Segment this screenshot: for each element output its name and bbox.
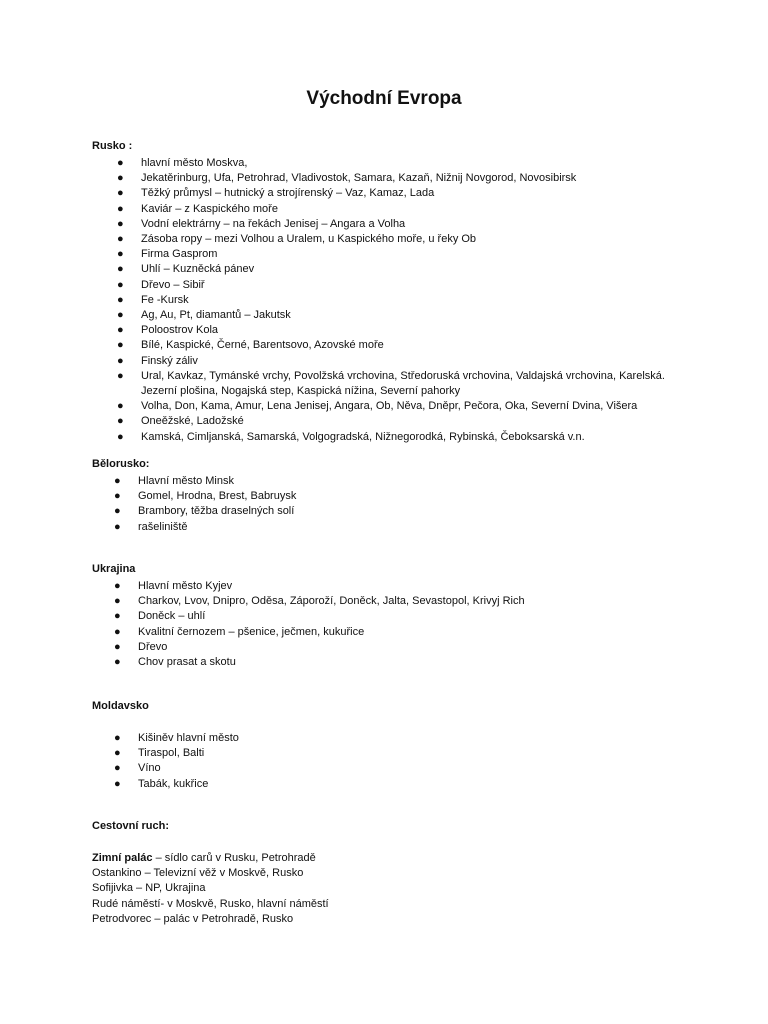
list-item: ● Finský záliv — [141, 354, 681, 369]
bullet-icon: ● — [114, 777, 121, 790]
bullet-icon: ● — [114, 656, 121, 669]
bullet-icon: ● — [117, 400, 124, 413]
list-item: ● Brambory, těžba draselných solí — [138, 504, 296, 519]
bullet-icon: ● — [117, 339, 124, 352]
list-item: ● Zásoba ropy – mezi Volhou a Uralem, u Kaspického moře, u řeky Ob — [141, 232, 681, 247]
bullet-icon: ● — [117, 278, 124, 291]
bullet-icon: ● — [117, 430, 124, 443]
list-item: ● Tiraspol, Balti — [138, 746, 239, 761]
list-belorusko — [114, 474, 297, 535]
tourism-list — [92, 851, 329, 927]
bullet-icon: ● — [117, 369, 124, 382]
list-item: ● Oneěžské, Ladožské — [141, 414, 681, 429]
list-item: ● Chov prasat a skotu — [138, 655, 525, 670]
bullet-icon: ● — [114, 595, 121, 608]
list-item: ● Hlavní město Kyjev — [138, 579, 525, 594]
list-item: ● hlavní město Moskva, — [141, 156, 681, 171]
list-item: ● Uhlí – Kuzněcká pánev — [141, 262, 681, 277]
list-item: ● Doněck – uhlí — [138, 609, 525, 624]
list-item: ● Dřevo – Sibiř — [141, 278, 681, 293]
tourism-line: Rudé náměstí- v Moskvě, Rusko, hlavní náměstí — [92, 897, 329, 910]
bullet-icon: ● — [114, 625, 121, 638]
list-item: ● Dřevo — [138, 640, 525, 655]
list-item: ● Volha, Don, Kama, Amur, Lena Jenisej, Angara, Ob, Něva, Dněpr, Pečora, Oka, Severní Dvina, Višera — [141, 399, 681, 414]
bullet-icon: ● — [114, 610, 121, 623]
bullet-icon: ● — [117, 324, 124, 337]
list-item: ● Charkov, Lvov, Dnipro, Oděsa, Záporoží, Doněck, Jalta, Sevastopol, Krivyj Rich — [138, 594, 525, 609]
bullet-icon: ● — [114, 580, 121, 592]
bullet-icon: ● — [114, 505, 121, 518]
bullet-icon: ● — [114, 640, 121, 653]
section-heading-ukrajina: Ukrajina — [92, 563, 136, 575]
list-item: ● rašeliniště — [138, 520, 296, 535]
bullet-icon: ● — [114, 490, 121, 503]
section-heading-rusko: Rusko : — [92, 140, 133, 152]
list-item: ● Ag, Au, Pt, diamantů – Jakutsk — [141, 308, 681, 323]
list-item: ● Kišiněv hlavní město — [138, 731, 239, 746]
bullet-icon: ● — [117, 415, 124, 428]
bullet-icon: ● — [117, 293, 124, 306]
list-item: ● Vodní elektrárny – na řekách Jenisej – Angara a Volha — [141, 217, 681, 232]
list-ukrajina — [114, 579, 525, 670]
bullet-icon: ● — [117, 354, 124, 367]
bullet-icon: ● — [117, 157, 124, 169]
list-item: ● Těžký průmysl – hutnický a strojírenský – Vaz, Kamaz, Lada — [141, 186, 681, 201]
list-item: ● Víno — [138, 761, 239, 776]
bullet-icon: ● — [117, 187, 124, 200]
list-moldavsko — [114, 731, 239, 792]
page-title: Východní Evropa — [306, 88, 462, 109]
tourism-line: Petrodvorec – palác v Petrohradě, Rusko — [92, 912, 294, 925]
list-item: ● Kamská, Cimljanská, Samarská, Volgogradská, Nižnegorodká, Rybinská, Čeboksarská v.n. — [141, 430, 681, 445]
list-item: ● Gomel, Hrodna, Brest, Babruysk — [138, 489, 296, 504]
list-item: ● Fe -Kursk — [141, 293, 681, 308]
bullet-icon: ● — [114, 747, 121, 760]
list-item: ● Kvalitní černozem – pšenice, ječmen, kukuřice — [138, 625, 525, 640]
list-item: ● Ural, Kavkaz, Tymánské vrchy, Povolžská vrchovina, Středoruská vrchovina, Valdajská vrchovina, Karelská. Jezerní plošina, Nogajská step, Kaspická nížina, Severní pahorky — [117, 369, 665, 398]
section-heading-belorusko: Bělorusko: — [92, 458, 150, 470]
tourism-line: Zimní palác – sídlo carů v Rusku, Petrohradě — [92, 852, 316, 864]
bullet-icon: ● — [114, 520, 121, 533]
bullet-icon: ● — [117, 248, 124, 261]
list-item: ● Tabák, kukřice — [138, 777, 239, 792]
list-item: ● Firma Gasprom — [141, 247, 681, 262]
bullet-icon: ● — [117, 172, 124, 185]
section-heading-cestovni-ruch: Cestovní ruch: — [92, 820, 170, 832]
bullet-icon: ● — [114, 762, 121, 775]
bullet-icon: ● — [114, 732, 121, 744]
bullet-icon: ● — [117, 309, 124, 322]
list-item: ● Bílé, Kaspické, Černé, Barentsovo, Azovské moře — [141, 338, 681, 353]
list-item: ● Hlavní město Minsk — [138, 474, 296, 489]
list-item: ● Poloostrov Kola — [141, 323, 681, 338]
bullet-icon: ● — [117, 233, 124, 246]
list-item: ● Kaviár – z Kaspického moře — [141, 202, 681, 217]
section-heading-moldavsko: Moldavsko — [92, 700, 149, 712]
bullet-icon: ● — [117, 202, 124, 215]
tourism-line: Sofijivka – NP, Ukrajina — [92, 882, 206, 895]
list-rusko — [117, 156, 681, 445]
bullet-icon: ● — [117, 263, 124, 276]
list-item: ● Jekatěrinburg, Ufa, Petrohrad, Vladivostok, Samara, Kazaň, Nižnij Novgorod, Novosibirsk — [141, 171, 681, 186]
tourism-line: Ostankino – Televizní věž v Moskvě, Rusko — [92, 867, 304, 880]
bullet-icon: ● — [117, 217, 124, 230]
bullet-icon: ● — [114, 475, 121, 487]
tourism-highlight: Zimní palác — [92, 852, 153, 864]
